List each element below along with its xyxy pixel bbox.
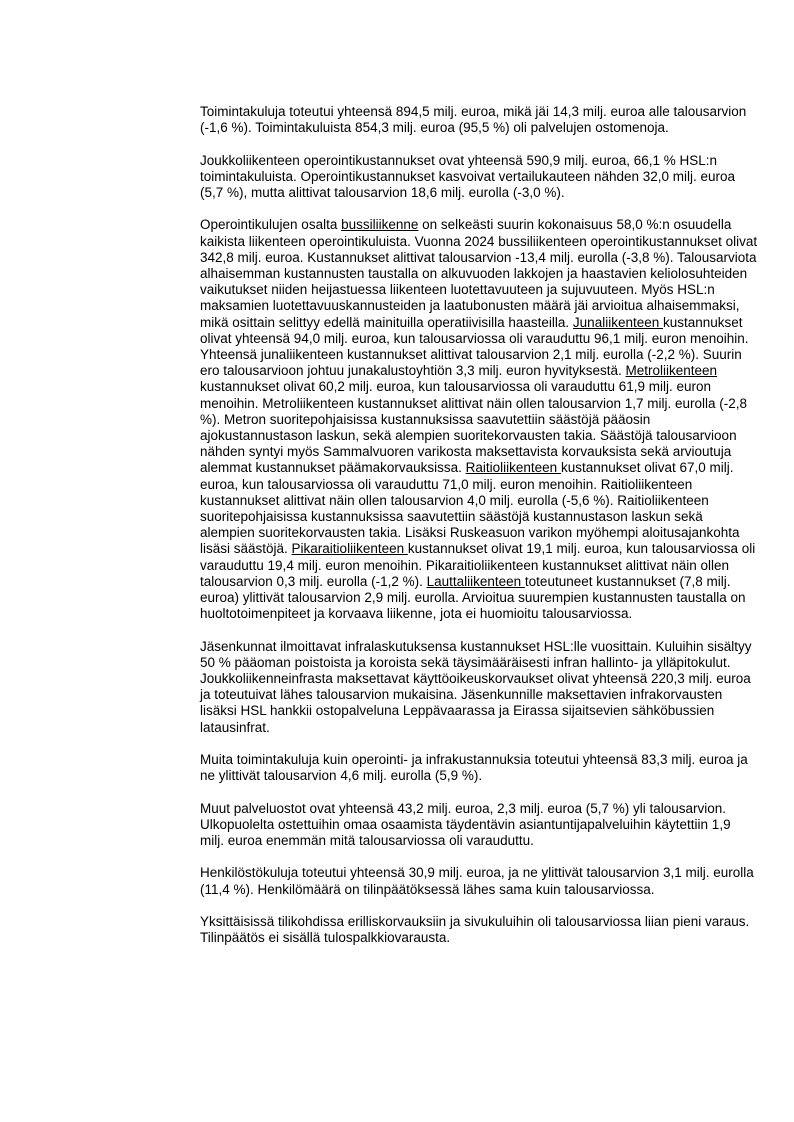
underlined-term-ferry: Lauttaliikenteen [426, 573, 525, 589]
text-run: kustannukset olivat 60,2 milj. euroa, kun talousarviossa oli varauduttu 61,9 milj. euron menoihin. Metroliikenteen kustannukset alittivat näin ollen talousarvion 1,7 milj. eurolla (-2,8 %). Metron suoritepohjaisissa kustannuksissa saavutettiin säästöjä pääosin ajokustannustason laskun, sekä alempien suoritekorvausten takia. Säästöjä talousarvioon nähden syntyi myös Sammalvuoren varikosta maksettavista korvauksista sekä arvioutuja alemmat kustannukset päämakorvauksissa. [200, 379, 748, 476]
text-run: kustannukset olivat 19,1 milj. euroa, kun talousarviossa oli varauduttu 19,4 milj. euron menoihin. Pikaraitioliikenteen kustannukset alittivat näin ollen talousarvion 0,3 milj. eurolla (-1,2 %). [200, 541, 756, 589]
text-run: kustannukset olivat 67,0 milj. euroa, kun talousarviossa oli varauduttu 71,0 milj. euron menoihin. Raitioliikenteen kustannukset alittivat näin ollen talousarvion 4,0 milj. eurolla (-5,6 %). Raitioliikenteen suoritepohjaisissa kustannuksissa saavutettiin säästöjä kustannustason laskun sekä alempien suoritekorvausten takia. Lisäksi Ruskeasuon varikon myöhempi aloitusajankohta lisäsi säästöjä. [200, 460, 740, 557]
paragraph-other-services: Muut palveluostot ovat yhteensä 43,2 milj. euroa, 2,3 milj. euroa (5,7 %) yli talousarvion. Ulkopuolelta ostettuihin omaa osaamista täydentävin asiantuntijapalveluihin käytettiin 1,9 milj. euroa enemmän mitä talousarviossa oli varauduttu. [200, 800, 731, 849]
underlined-term-light-rail: Pikaraitioliikenteen [291, 541, 408, 557]
paragraph-operating-costs: Joukkoliikenteen operointikustannukset ovat yhteensä 590,9 milj. euroa, 66,1 % HSL:n toimintakuluista. Operointikustannukset kasvoivat vertailukauteen nähden 32,0 milj. euroa (5,7 %), mutta alittivat talousarvion 18,6 milj. eurolla (-3,0 %). [200, 152, 736, 200]
paragraph-other-expenses: Muita toimintakuluja kuin operointi- ja infrakustannuksia toteutui yhteensä 83,3 milj. euroa ja ne ylittivät talousarvion 4,6 milj. eurolla (5,9 %). [200, 752, 748, 784]
underlined-term-bus: bussiliikenne [341, 217, 419, 233]
paragraph-transport-modes [200, 217, 758, 622]
paragraph-individual-accounts: Yksittäisissä tilikohdissa erilliskorvauksiin ja sivukuluihin oli talousarviossa liian pieni varaus. Tilinpäätös ei sisällä tulospalkkiovarausta. [200, 914, 750, 946]
text-run: on selkeästi suurin kokonaisuus 58,0 %:n osuudella kaikista liikenteen operointikuluista. Vuonna 2024 bussiliikenteen operointikustannukset olivat 342,8 milj. euroa. Kustannukset alittivat talousarvion -13,4 milj. eurolla (-3,8 %). Talousarviota alhaisemman kustannusten taustalla on alkuvuoden lakkojen ja haastavien keliolosuhteiden vaikutukset niiden heijastuessa liikenteen luotettavuuteen ja sujuvuuteen. Myös HSL:n maksamien luotettavuuskannusteiden ja laatubonusten määrä jäi arvioitua alhaisemmaksi, mikä osittain selittyy edellä mainituilla operatiivisilla haasteilla. [200, 217, 758, 330]
document-body [200, 104, 758, 963]
text-run: kustannukset olivat yhteensä 94,0 milj. euroa, kun talousarviossa oli varauduttu 96,1 milj. euron menoihin. Yhteensä junaliikenteen kustannukset alittivat talousarvion 2,1 milj. eurolla (-2,2 %). Suurin ero talousarvioon johtuu junakalustoyhtiön 3,3 milj. euron hyvityksestä. [200, 314, 749, 379]
paragraph-infrastructure: Jäsenkunnat ilmoittavat infralaskutuksensa kustannukset HSL:lle vuosittain. Kuluihin sisältyy 50 % pääoman poistoista ja koroista sekä täysimääräisesti infran hallinto- ja ylläpitokulut. Joukkoliikenneinfrasta maksettavat käyttöoikeuskorvaukset olivat yhteensä 220,3 milj. euroa ja toteutuivat lähes talousarvion mukaisina. Jäsenkunnille maksettavien infrakorvausten lisäksi HSL hankkii ostopalveluna Leppävaarassa ja Eirassa sijaitsevien sähköbussien latausinfrat. [200, 638, 752, 735]
paragraph-personnel: Henkilöstökuluja toteutui yhteensä 30,9 milj. euroa, ja ne ylittivät talousarvion 3,1 milj. eurolla (11,4 %). Henkilömäärä on tilinpäätöksessä lähes sama kuin talousarviossa. [200, 865, 754, 897]
text-run: Operointikulujen osalta [200, 217, 342, 233]
paragraph-operating-expenses: Toimintakuluja toteutui yhteensä 894,5 milj. euroa, mikä jäi 14,3 milj. euroa alle talousarvion (-1,6 %). Toimintakuluista 854,3 milj. euroa (95,5 %) oli palvelujen ostomenoja. [200, 104, 747, 136]
underlined-term-tram: Raitioliikenteen [465, 460, 561, 476]
underlined-term-train: Junaliikenteen [572, 314, 663, 330]
underlined-term-metro: Metroliikenteen [625, 363, 718, 379]
text-run: toteutuneet kustannukset (7,8 milj. euroa) ylittivät talousarvion 2,9 milj. eurolla. Arvioitua suurempien kustannusten taustalla on huoltotoimenpiteet ja korvaava liikenne, jota ei huomioitu talousarviossa. [200, 573, 746, 622]
